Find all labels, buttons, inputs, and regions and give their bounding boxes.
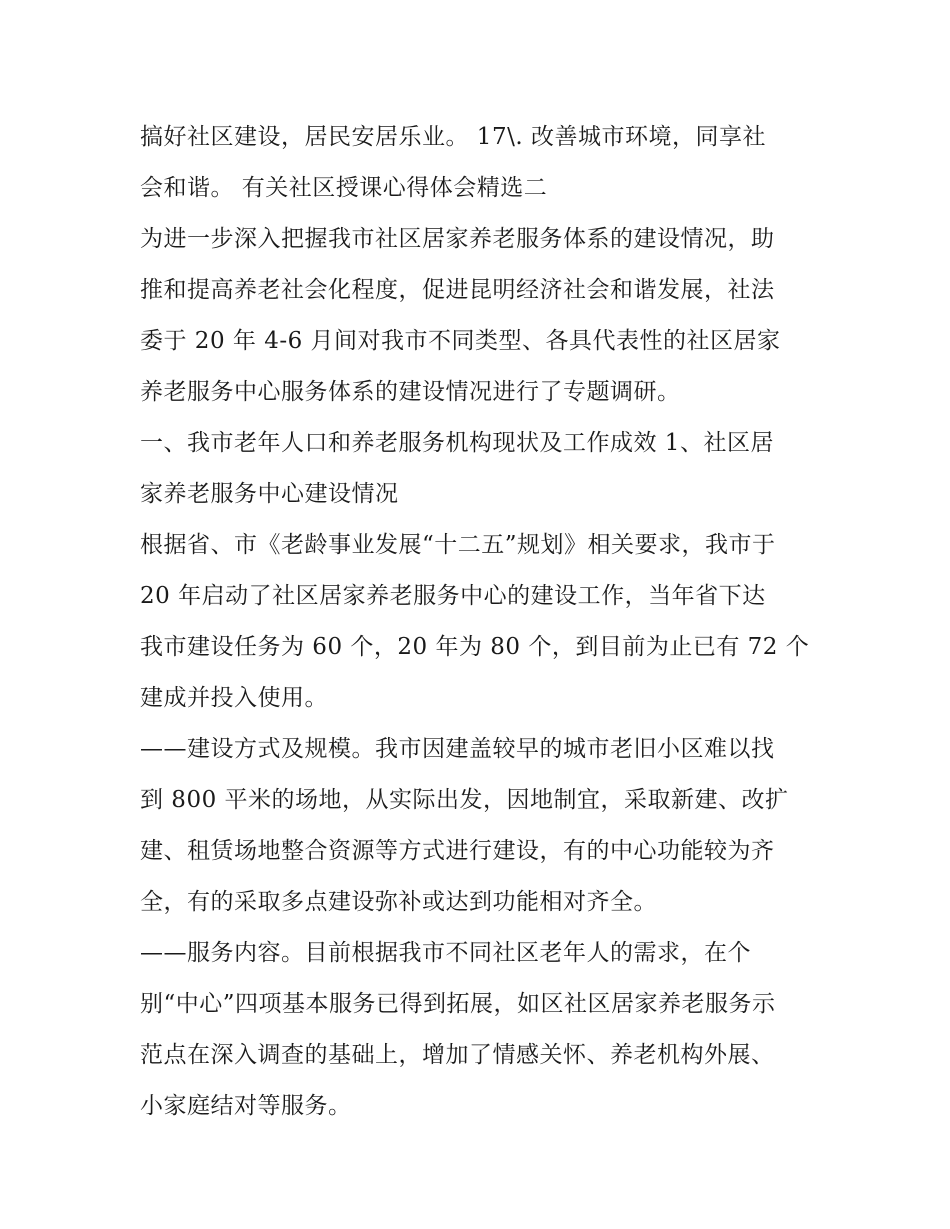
text-line: 20 年启动了社区居家养老服务中心的建设工作，当年省下达: [140, 583, 766, 609]
text-line: 为进一步深入把握我市社区居家养老服务体系的建设情况，助: [140, 226, 775, 252]
text-line: 搞好社区建设，居民安居乐业。 17\. 改善城市环境，同享社: [140, 124, 766, 150]
text-line: 会和谐。 有关社区授课心得体会精选二: [140, 175, 548, 201]
text-line: 委于 20 年 4-6 月间对我市不同类型、各具代表性的社区居家: [140, 328, 781, 354]
text-line: 全，有的采取多点建设弥补或达到功能相对齐全。: [140, 889, 657, 915]
document-body: [140, 112, 840, 1132]
text-line: 别“中心”四项基本服务已得到拓展，如区社区居家养老服务示: [140, 991, 776, 1017]
text-line: 建成并投入使用。: [140, 685, 328, 711]
text-line: 范点在深入调查的基础上，增加了情感关怀、养老机构外展、: [140, 1042, 775, 1068]
section-heading-line: 一、我市老年人口和养老服务机构现状及工作成效 1、社区居: [140, 430, 774, 456]
text-line: 养老服务中心服务体系的建设情况进行了专题调研。: [140, 379, 681, 405]
text-line: 推和提高养老社会化程度，促进昆明经济社会和谐发展，社法: [140, 277, 775, 303]
text-line: ——建设方式及规模。我市因建盖较早的城市老旧小区难以找: [140, 736, 775, 762]
text-line: 根据省、市《老龄事业发展“十二五”规划》相关要求，我市于: [140, 532, 776, 558]
section-heading-line: 家养老服务中心建设情况: [140, 481, 399, 507]
text-line: 小家庭结对等服务。: [140, 1093, 352, 1119]
text-line: 建、租赁场地整合资源等方式进行建设，有的中心功能较为齐: [140, 838, 775, 864]
text-line: 我市建设任务为 60 个，20 年为 80 个，到目前为止已有 72 个: [140, 634, 810, 660]
text-line: 到 800 平米的场地，从实际出发，因地制宜，采取新建、改扩: [140, 787, 789, 813]
text-line: ——服务内容。目前根据我市不同社区老年人的需求，在个: [140, 940, 751, 966]
